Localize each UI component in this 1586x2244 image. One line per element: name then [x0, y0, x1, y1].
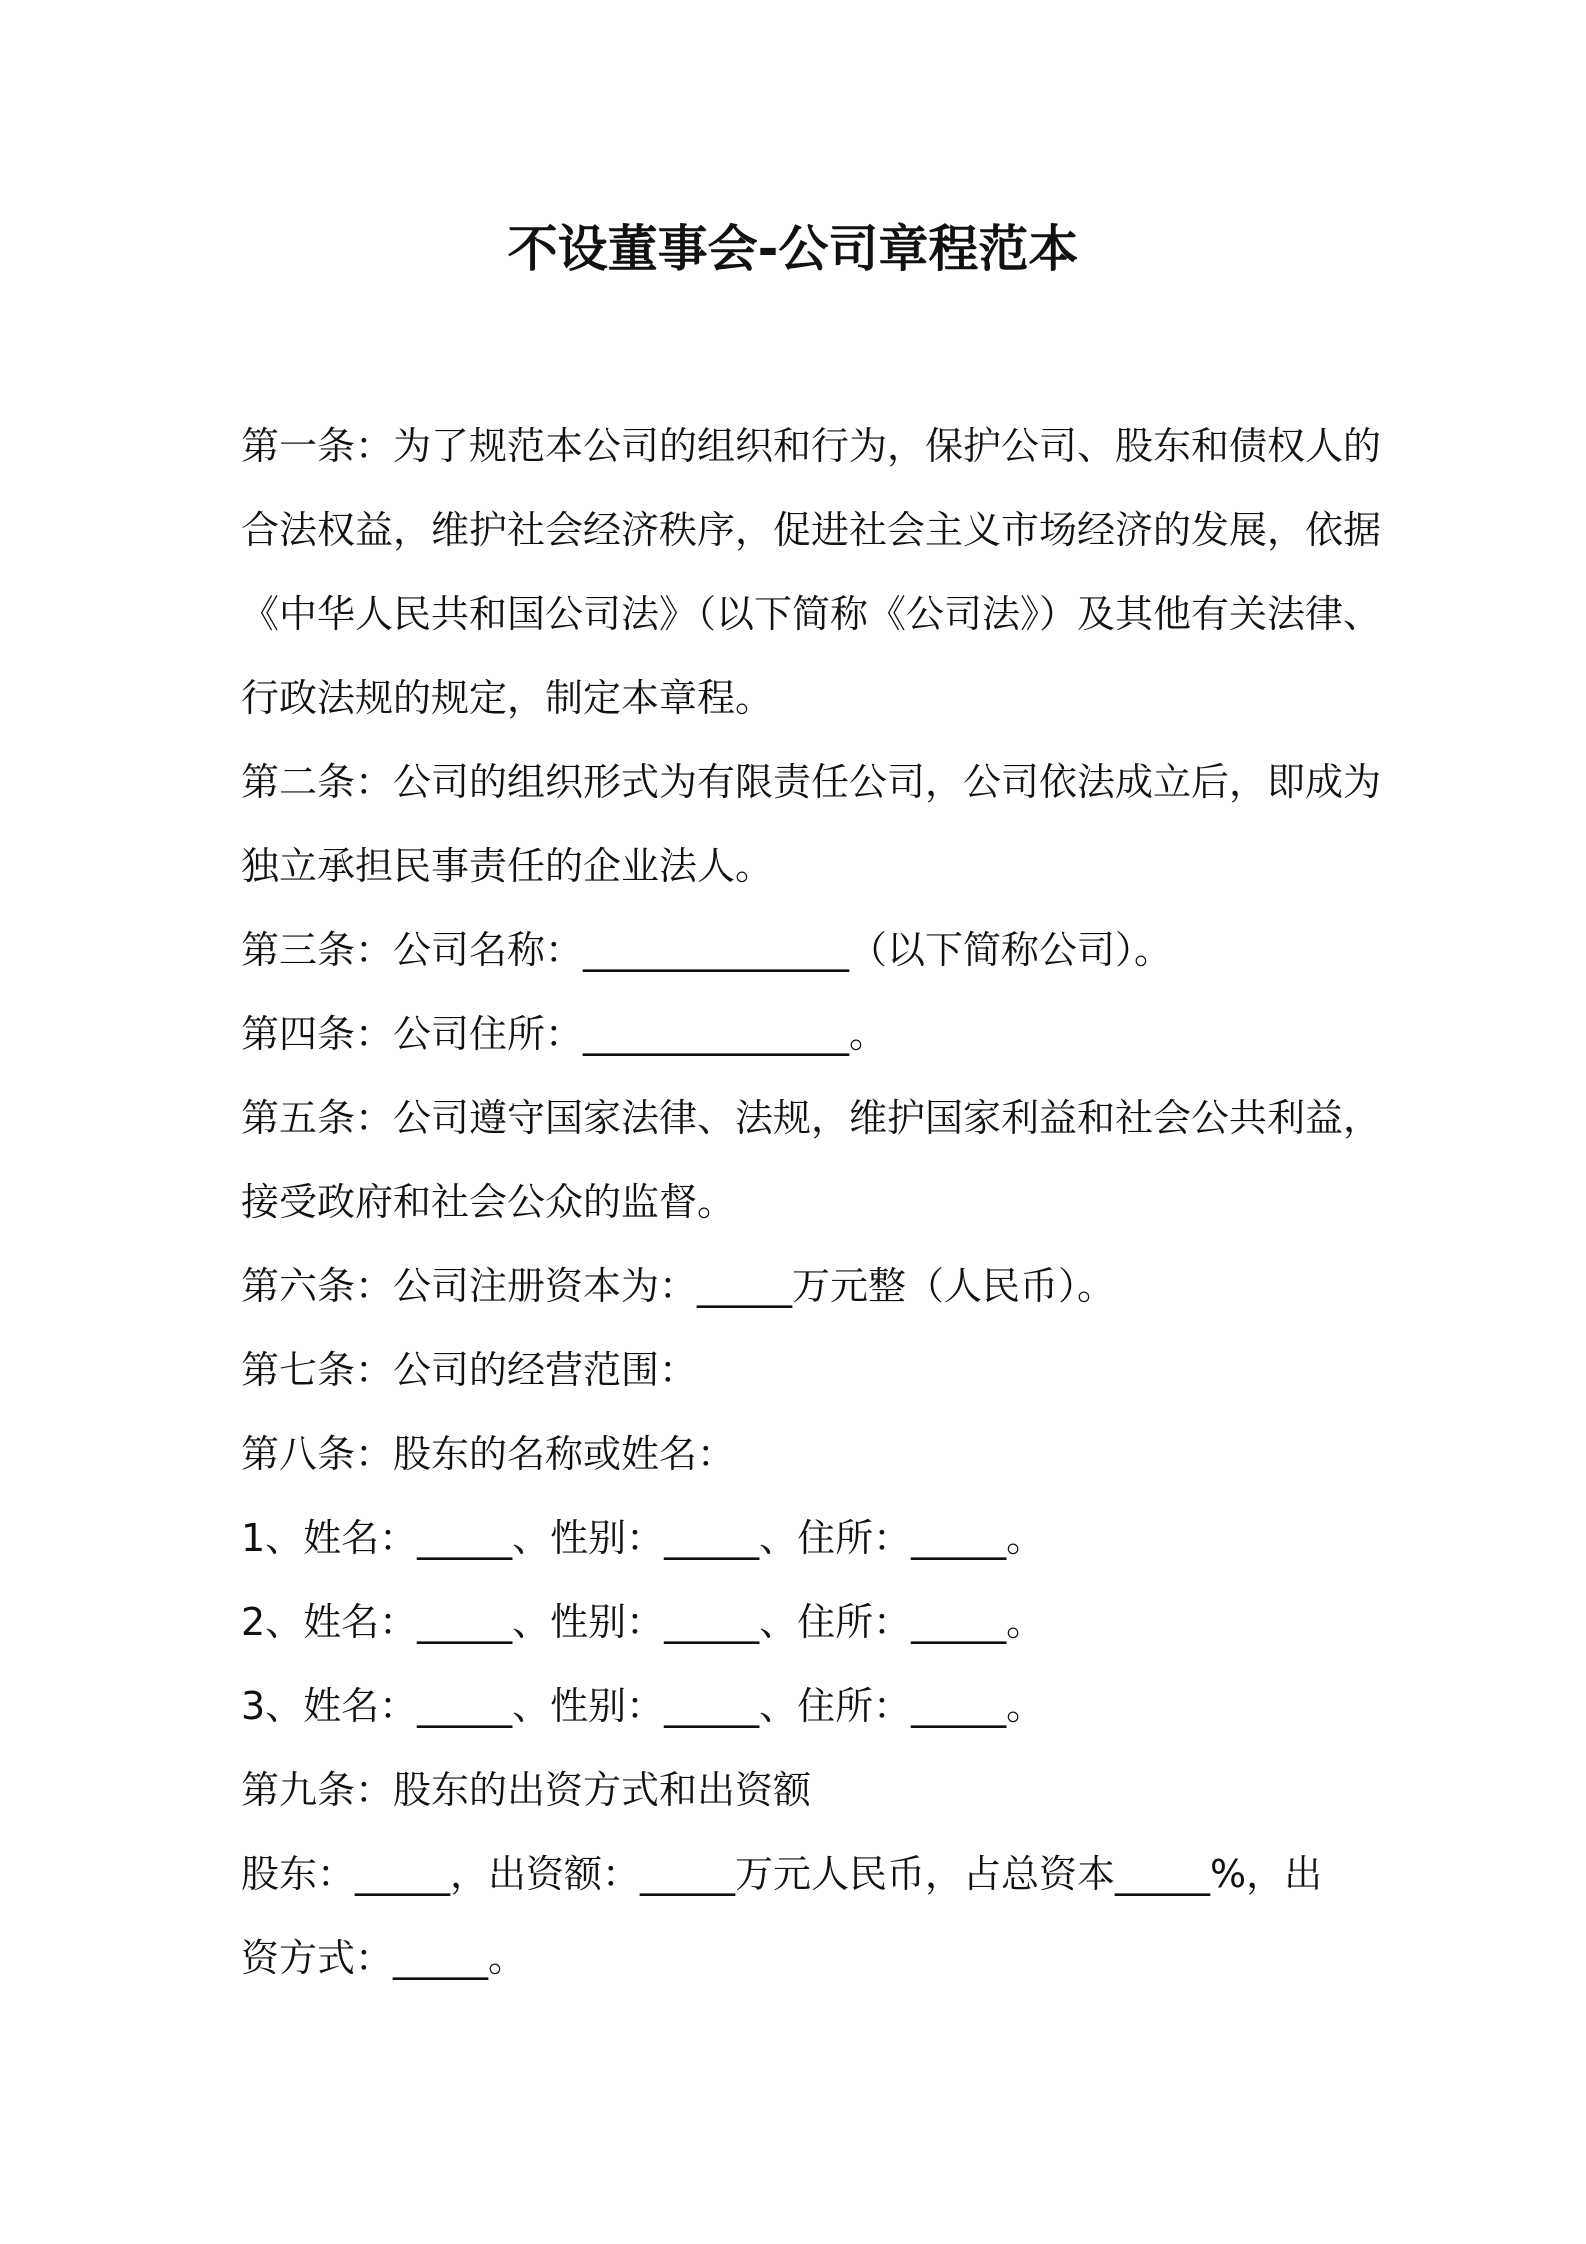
document-body — [241, 404, 1382, 2000]
article-8: 第八条：股东的名称或姓名： — [241, 1432, 736, 1476]
shareholder-1: 1、姓名：_____、性别：_____、住所：_____。 — [241, 1516, 1045, 1560]
article-1-line-3: 《中华人民共和国公司法》（以下简称《公司法》）及其他有关法律、 — [241, 592, 1382, 636]
article-9: 第九条：股东的出资方式和出资额 — [241, 1768, 812, 1812]
contribution-line-2: 资方式：_____。 — [241, 1936, 527, 1980]
article-4: 第四条：公司住所：______________。 — [241, 1012, 888, 1056]
article-7: 第七条：公司的经营范围： — [241, 1348, 698, 1392]
contribution-line-1: 股东：_____，出资额：_____万元人民币，占总资本_____%，出 — [241, 1852, 1323, 1896]
article-2-line-2: 独立承担民事责任的企业法人。 — [241, 844, 774, 888]
article-1-line-2: 合法权益，维护社会经济秩序，促进社会主义市场经济的发展，依据 — [241, 508, 1382, 552]
article-3: 第三条：公司名称：______________（以下简称公司）。 — [241, 928, 1173, 972]
article-1-line-1: 第一条：为了规范本公司的组织和行为，保护公司、股东和债权人的 — [241, 424, 1382, 468]
article-5-line-2: 接受政府和社会公众的监督。 — [241, 1180, 736, 1224]
document-title: 不设董事会-公司章程范本 — [507, 220, 1079, 278]
shareholder-3: 3、姓名：_____、性别：_____、住所：_____。 — [241, 1684, 1045, 1728]
shareholder-2: 2、姓名：_____、性别：_____、住所：_____。 — [241, 1600, 1045, 1644]
article-1-line-4: 行政法规的规定，制定本章程。 — [241, 676, 774, 720]
article-6: 第六条：公司注册资本为：_____万元整（人民币）。 — [241, 1264, 1116, 1308]
article-5-line-1: 第五条：公司遵守国家法律、法规，维护国家利益和社会公共利益， — [241, 1096, 1382, 1140]
article-2-line-1: 第二条：公司的组织形式为有限责任公司，公司依法成立后，即成为 — [241, 760, 1382, 804]
